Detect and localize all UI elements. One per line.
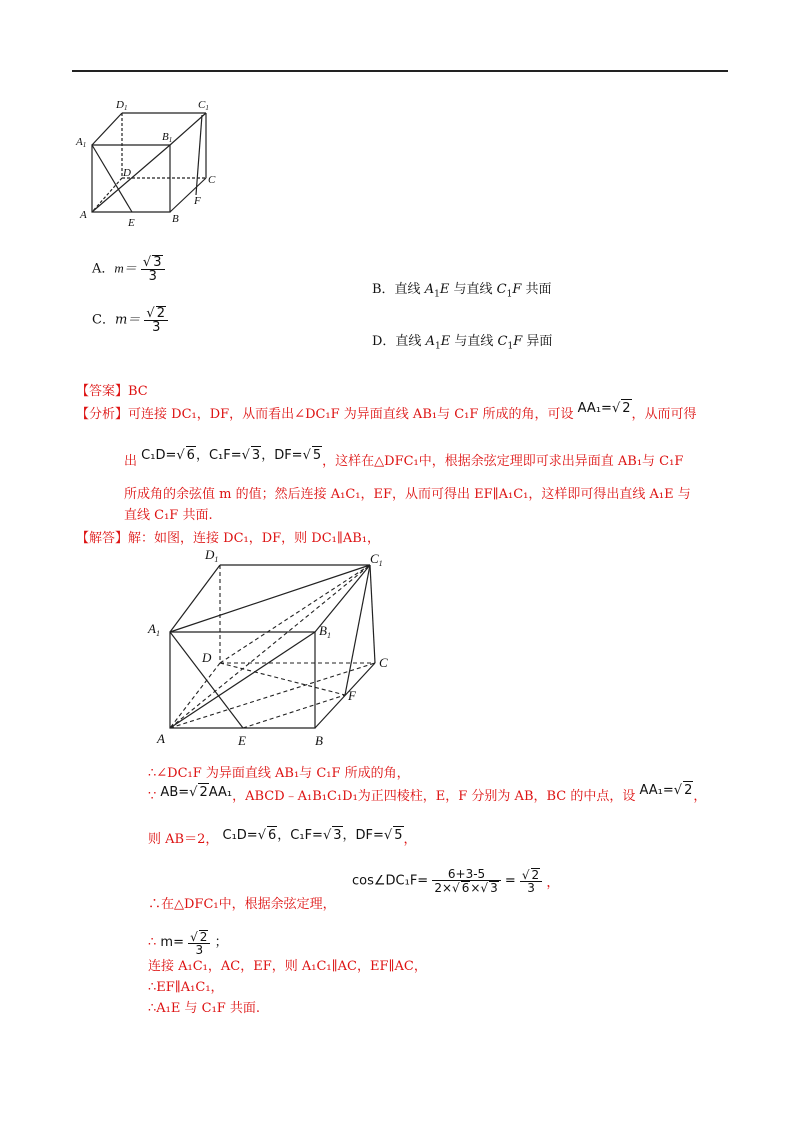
label-D: D	[123, 167, 131, 179]
label2-D: D	[202, 650, 212, 665]
option-b: B．直线 $A_1E$ 与直线 $C_1F$ 共面	[372, 282, 552, 300]
cosine-formula: cos∠DC₁F= $\frac{6+3-5}{2\times√ 6\times√ 3}$ = $\frac{√ 2}{3}$ ，	[352, 867, 560, 895]
solution-step-1: ∴∠DC₁F 为异面直线 AB₁与 C₁F 所成的角，	[148, 766, 410, 781]
option-d: D．直线 $A_1E$ 与直线 $C_1F$ 异面	[372, 334, 553, 352]
option-a: A．m＝ $\frac{√ 3}{3}$	[92, 255, 165, 283]
solution-step-2: ∵ AB=√ 2AA₁，ABCD﹣A₁B₁C₁D₁为正四棱柱，E，F 分别为 AB，BC 的中点，设 AA₁=√ 2，	[148, 783, 707, 804]
option-c: C．m＝ $\frac{√ 2}{3}$	[92, 306, 168, 334]
header-rule	[72, 70, 728, 72]
label2-D1: $D_1$	[205, 547, 219, 564]
label2-B: B	[315, 733, 323, 748]
label-A: A	[80, 209, 87, 221]
solution-step-7: ∴EF∥A₁C₁，	[148, 980, 224, 995]
label2-F: F	[348, 688, 356, 703]
label-C1: C1	[198, 99, 209, 112]
label-B: B	[172, 213, 179, 225]
solution-step-5: ∴ m= $\frac{√ 2}{3}$ ；	[148, 930, 228, 957]
label2-A1: $A_1$	[148, 621, 160, 638]
solution-step-4: ∴在△DFC₁中，根据余弦定理，	[148, 897, 336, 912]
label-C: C	[208, 174, 216, 186]
label2-B1: $B_1$	[319, 623, 331, 640]
solution-step-8: ∴A₁E 与 C₁F 共面.	[148, 1001, 261, 1016]
label-E: E	[128, 217, 135, 229]
label-D1: D1	[116, 99, 128, 112]
label2-C1: $C_1$	[370, 551, 383, 568]
label-F: F	[194, 195, 201, 207]
analysis-line-4: 直线 C₁F 共面.	[124, 508, 213, 523]
figure-prism-small	[70, 90, 230, 230]
solution-line-1: 【解答】解：如图，连接 DC₁，DF，则 DC₁∥AB₁，	[76, 531, 381, 546]
label2-C: C	[379, 655, 388, 670]
label-A1: A1	[76, 136, 87, 149]
analysis-line-3: 所成角的余弦值 m 的值；然后连接 A₁C₁，EF，从而可得出 EF∥A₁C₁，这样即可得出直线 A₁E 与	[124, 487, 691, 502]
label2-E: E	[238, 733, 246, 748]
solution-step-6: 连接 A₁C₁，AC，EF，则 A₁C₁∥AC，EF∥AC，	[148, 959, 427, 974]
analysis-line-2: 出 C₁D=√ 6，C₁F=√ 3，DF=√ 5，这样在△DFC₁中，根据余弦定理即可求出异面直 AB₁与 C₁F	[124, 448, 684, 469]
figure-prism-large	[145, 545, 405, 750]
label2-A: A	[157, 731, 165, 746]
analysis-line-1: 【分析】可连接 DC₁，DF，从而看出∠DC₁F 为异面直线 AB₁与 C₁F 所成的角，可设 AA₁=√ 2，从而可得	[76, 401, 697, 422]
answer-line: 【答案】BC	[76, 384, 148, 399]
solution-step-3: 则 AB＝2， C₁D=√ 6，C₁F=√ 3，DF=√ 5，	[148, 828, 417, 847]
label-B1: B1	[162, 131, 173, 144]
